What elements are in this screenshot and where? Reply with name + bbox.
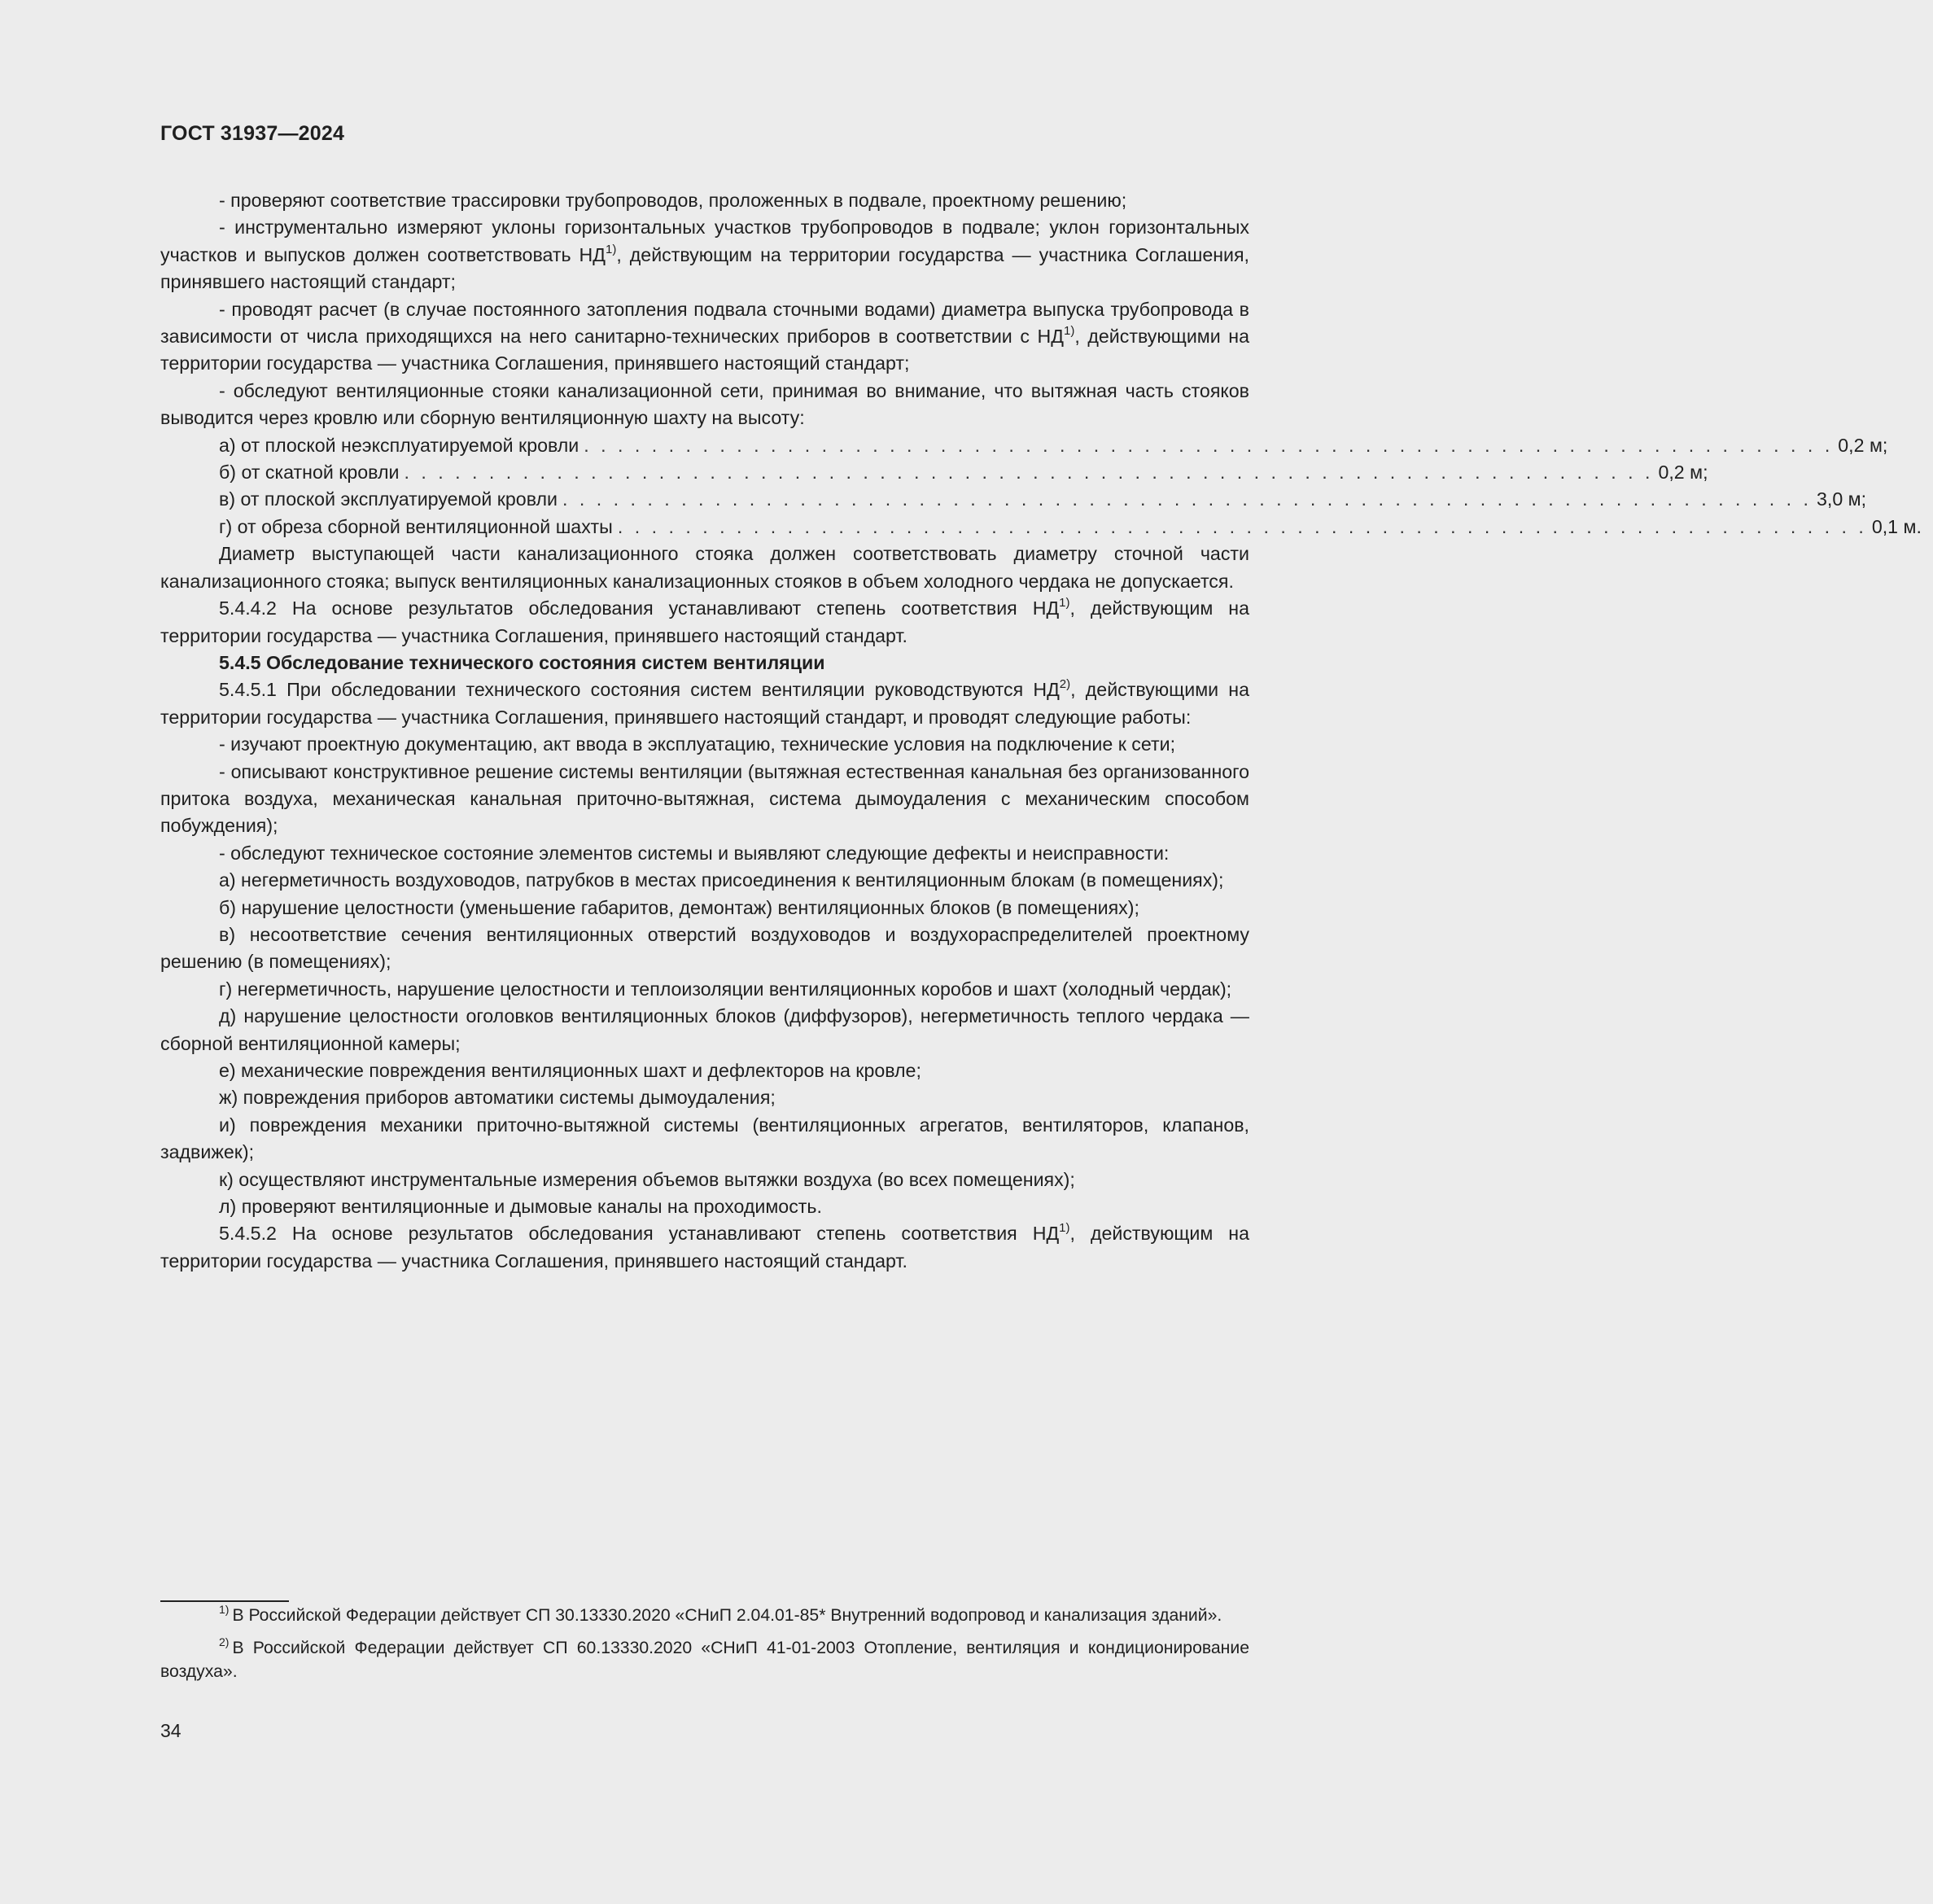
paragraph-text: Диаметр выступающей части канализационного стояка должен соответствовать диаметру сточной части канализационного стояка; выпуск вентиляционных канализационных стояков в объем холодного чердака не допускается. xyxy=(160,543,1249,592)
height-value: 0,1 м. xyxy=(1871,515,1922,537)
footnote-text: В Российской Федерации действует СП 30.13330.2020 «СНиП 2.04.01-85* Внутренний водопровод и канализация зданий». xyxy=(232,1606,1222,1625)
footnote-ref: 1) xyxy=(606,242,617,256)
paragraph xyxy=(160,731,1249,758)
height-value: 3,0 м; xyxy=(1817,488,1867,510)
footnote-mark: 2) xyxy=(219,1635,230,1648)
height-item xyxy=(160,514,1922,541)
defect-list xyxy=(160,867,1249,1220)
footnote-ref: 1) xyxy=(1059,1221,1070,1236)
footnote-ref: 1) xyxy=(1059,596,1070,611)
document-header: ГОСТ 31937—2024 xyxy=(160,122,345,145)
page-number: 34 xyxy=(160,1720,181,1741)
defect-item: и) повреждения механики приточно-вытяжной системы (вентиляционных агрегатов, вентиляторов, клапанов, задвижек); xyxy=(160,1114,1249,1163)
height-label: г) от обреза сборной вентиляционной шахты xyxy=(219,515,613,537)
footnote xyxy=(160,1604,1249,1628)
paragraph-text: - обследуют техническое состояние элементов системы и выявляют следующие дефекты и неисправности: xyxy=(219,842,1170,864)
paragraph-text: 5.4.4.2 На основе результатов обследования устанавливают степень соответствия НД xyxy=(219,597,1060,619)
defect-item: д) нарушение целостности оголовков вентиляционных блоков (диффузоров), негерметичность теплого чердака — сборной вентиляционной камеры; xyxy=(160,1005,1249,1054)
height-value: 0,2 м; xyxy=(1658,462,1708,484)
footnote-text: В Российской Федерации действует СП 60.13330.2020 «СНиП 41-01-2003 Отопление, вентиляция и кондиционирование воздуха». xyxy=(160,1638,1249,1681)
footnote-ref: 2) xyxy=(1059,677,1071,692)
defect-item: л) проверяют вентиляционные и дымовые каналы на проходимость. xyxy=(219,1196,822,1218)
paragraph-text: - описывают конструктивное решение системы вентиляции (вытяжная естественная канальная без организованного притока воздуха, механическая канальная приточно-вытяжная, система дымоудаления с механическим способом побуждения); xyxy=(160,760,1249,837)
height-item xyxy=(160,459,1708,486)
paragraph xyxy=(160,541,1249,595)
paragraph-text: , действующим на территории государства — участника Соглашения, принявшего настоящий стандарт. xyxy=(160,597,1249,646)
paragraph xyxy=(160,214,1249,295)
paragraph-text: , действующим на территории государства — участника Соглашения, принявшего настоящий стандарт. xyxy=(160,1223,1249,1272)
paragraph xyxy=(160,595,1249,650)
paragraph xyxy=(160,187,1249,214)
leader-dots: . . . . . . . . . . . . . . . . . . . . . . . . . . . . . . . . . . . . . . . . . . . . . . . . . . . . . . . . . . . . . . . . . . . . . . . . . . xyxy=(562,488,1812,510)
height-label: в) от плоской эксплуатируемой кровли xyxy=(219,488,558,510)
defect-item: б) нарушение целостности (уменьшение габаритов, демонтаж) вентиляционных блоков (в помещениях); xyxy=(219,896,1139,918)
defect-item: ж) повреждения приборов автоматики системы дымоудаления; xyxy=(219,1087,776,1109)
paragraph-text: - изучают проектную документацию, акт ввода в эксплуатацию, технические условия на подключение к сети; xyxy=(219,733,1176,755)
leader-dots: . . . . . . . . . . . . . . . . . . . . . . . . . . . . . . . . . . . . . . . . . . . . . . . . . . . . . . . . . . . . . . . . . . . . . . . . . . xyxy=(404,462,1654,484)
leader-dots: . . . . . . . . . . . . . . . . . . . . . . . . . . . . . . . . . . . . . . . . . . . . . . . . . . . . . . . . . . . . . . . . . . . . . . . . . . xyxy=(617,515,1867,537)
footnotes xyxy=(160,1604,1249,1692)
height-value: 0,2 м; xyxy=(1838,434,1888,456)
paragraph xyxy=(160,676,1249,731)
defect-item: к) осуществляют инструментальные измерения объемов вытяжки воздуха (во всех помещениях); xyxy=(219,1168,1075,1190)
height-item xyxy=(160,432,1888,459)
paragraph xyxy=(160,378,1249,432)
height-item xyxy=(160,486,1867,513)
footnote xyxy=(160,1636,1249,1684)
paragraph xyxy=(160,1220,1249,1275)
paragraph-text: 5.4.5.2 На основе результатов обследования устанавливают степень соответствия НД xyxy=(219,1223,1060,1245)
paragraph-text: 5.4.5.1 При обследовании технического состояния систем вентиляции руководствуются НД xyxy=(219,679,1060,701)
paragraph-text: , действующими на территории государства — участника Соглашения, принявшего настоящий стандарт, и проводят следующие работы: xyxy=(160,679,1249,728)
paragraph xyxy=(160,296,1249,378)
paragraph-text: - инструментально измеряют уклоны горизонтальных участков трубопроводов в подвале; уклон горизонтальных участков и выпусков должен соответствовать НД xyxy=(160,217,1249,265)
height-label: б) от скатной кровли xyxy=(219,462,400,484)
leader-dots: . . . . . . . . . . . . . . . . . . . . . . . . . . . . . . . . . . . . . . . . . . . . . . . . . . . . . . . . . . . . . . . . . . . . . . . . . . xyxy=(584,434,1834,456)
section-heading: 5.4.5 Обследование технического состояния систем вентиляции xyxy=(219,651,825,673)
paragraph-text: , действующим на территории государства — участника Соглашения, принявшего настоящий стандарт; xyxy=(160,243,1249,293)
document-body xyxy=(160,187,1922,1275)
footnote-mark: 1) xyxy=(219,1603,230,1616)
footnote-ref: 1) xyxy=(1063,324,1075,339)
paragraph-text: - проверяют соответствие трассировки трубопроводов, проложенных в подвале, проектному решению; xyxy=(219,190,1127,211)
paragraph-text: - проводят расчет (в случае постоянного затопления подвала сточными водами) диаметра выпуска трубопровода в зависимости от числа приходящихся на него санитарно-технических приборов в соответствии с НД xyxy=(160,298,1249,348)
paragraph xyxy=(160,840,1249,867)
defect-item: е) механические повреждения вентиляционных шахт и дефлекторов на кровле; xyxy=(219,1060,921,1081)
paragraph-text: , действующими на территории государства — участника Соглашения, принявшего настоящий стандарт; xyxy=(160,326,1249,374)
defect-item: г) негерметичность, нарушение целостности и теплоизоляции вентиляционных коробов и шахт (холодный чердак); xyxy=(219,978,1232,1000)
height-label: а) от плоской неэксплуатируемой кровли xyxy=(219,434,579,456)
paragraph-text: - обследуют вентиляционные стояки канализационной сети, принимая во внимание, что вытяжная часть стояков выводится через кровлю или сборную вентиляционную шахту на высоту: xyxy=(160,379,1249,429)
defect-item: а) негерметичность воздуховодов, патрубков в местах присоединения к вентиляционным блокам (в помещениях); xyxy=(219,869,1224,891)
paragraph xyxy=(160,759,1249,840)
defect-item: в) несоответствие сечения вентиляционных отверстий воздуховодов и воздухораспределителей проектному решению (в помещениях); xyxy=(160,923,1249,973)
footnote-separator xyxy=(160,1600,289,1602)
height-list xyxy=(160,432,1922,541)
